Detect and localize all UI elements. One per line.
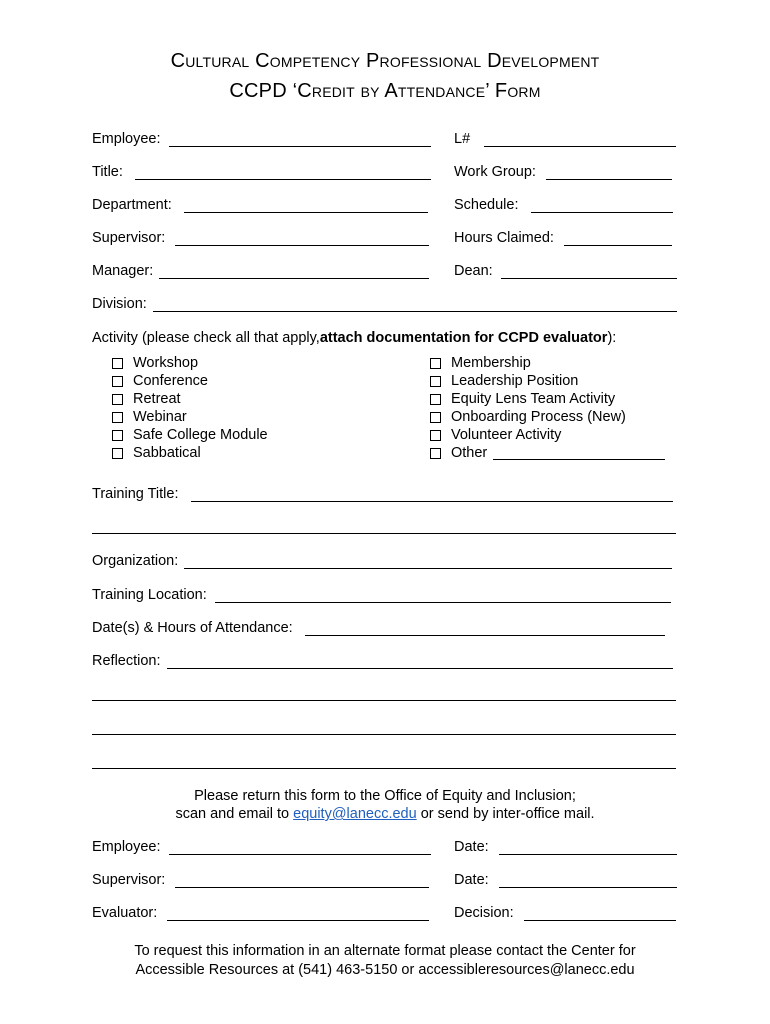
activity-checkbox-workshop[interactable] <box>112 355 198 371</box>
activity-checkbox-leadership[interactable] <box>430 373 578 389</box>
hours-claimed-label: Hours Claimed: <box>454 230 554 246</box>
signoff-employee-label: Employee: <box>92 839 161 855</box>
checkbox-icon[interactable] <box>430 394 441 405</box>
activity-label: Other <box>451 445 488 461</box>
manager-field-row <box>92 262 429 279</box>
checkbox-icon[interactable] <box>112 376 123 387</box>
schedule-field-row <box>454 196 673 213</box>
activity-label: Workshop <box>133 355 199 371</box>
checkbox-icon[interactable] <box>112 412 123 423</box>
activity-label: Equity Lens Team Activity <box>451 391 616 407</box>
training-title-row <box>92 485 673 502</box>
activity-checkbox-conference[interactable] <box>112 373 208 389</box>
activity-label: Onboarding Process (New) <box>451 409 626 425</box>
training-title-continuation-line[interactable] <box>92 533 676 534</box>
signoff-employee-row <box>92 838 431 855</box>
signoff-supervisor-label: Supervisor: <box>92 872 166 888</box>
checkbox-icon[interactable] <box>430 358 441 369</box>
activity-label: Leadership Position <box>451 373 579 389</box>
manager-input[interactable] <box>159 262 429 279</box>
schedule-input[interactable] <box>531 196 673 213</box>
training-location-row <box>92 586 671 603</box>
organization-label: Organization: <box>92 553 179 569</box>
footer-line2: Accessible Resources at (541) 463-5150 or accessibleresources@lanecc.edu <box>135 962 635 978</box>
signoff-evaluator-input[interactable] <box>167 904 429 921</box>
activity-checkbox-retreat[interactable] <box>112 391 181 407</box>
equity-email-link[interactable]: equity@lanecc.edu <box>293 806 417 822</box>
reflection-row <box>92 652 673 669</box>
manager-label: Manager: <box>92 263 154 279</box>
checkbox-icon[interactable] <box>112 394 123 405</box>
supervisor-input[interactable] <box>175 229 429 246</box>
signoff-date1-input[interactable] <box>499 838 677 855</box>
organization-row <box>92 552 672 569</box>
work-group-input[interactable] <box>546 163 672 180</box>
activity-suffix: ): <box>607 330 617 346</box>
division-field-row <box>92 295 677 312</box>
activity-checkbox-webinar[interactable] <box>112 409 187 425</box>
signoff-date1-label: Date: <box>454 839 489 855</box>
work-group-label: Work Group: <box>454 164 536 180</box>
reflection-line-3[interactable] <box>92 734 676 735</box>
signoff-supervisor-input[interactable] <box>175 871 429 888</box>
signoff-evaluator-row <box>92 904 429 921</box>
work-group-field-row <box>454 163 672 180</box>
training-title-input[interactable] <box>191 485 673 502</box>
activity-checkbox-volunteer[interactable] <box>430 427 561 443</box>
activity-label: Retreat <box>133 391 181 407</box>
title-input[interactable] <box>135 163 431 180</box>
schedule-label: Schedule: <box>454 197 519 213</box>
dean-field-row <box>454 262 677 279</box>
division-input[interactable] <box>153 295 677 312</box>
activity-checkbox-other[interactable] <box>430 445 665 461</box>
activity-checkbox-membership[interactable] <box>430 355 531 371</box>
checkbox-icon[interactable] <box>430 430 441 441</box>
organization-input[interactable] <box>184 552 672 569</box>
signoff-decision-row <box>454 904 676 921</box>
dates-hours-row <box>92 619 665 636</box>
dates-hours-input[interactable] <box>305 619 665 636</box>
signoff-date2-input[interactable] <box>499 871 677 888</box>
lnum-input[interactable] <box>484 130 676 147</box>
activity-checkbox-equity-lens[interactable] <box>430 391 615 407</box>
reflection-label: Reflection: <box>92 653 161 669</box>
supervisor-label: Supervisor: <box>92 230 166 246</box>
reflection-line-2[interactable] <box>92 700 676 701</box>
checkbox-icon[interactable] <box>112 358 123 369</box>
footer-line1: To request this information in an alternate format please contact the Center for <box>134 943 636 959</box>
signoff-date1-row <box>454 838 677 855</box>
activity-label: Conference <box>133 373 208 389</box>
activity-checkbox-onboarding[interactable] <box>430 409 626 425</box>
dean-input[interactable] <box>501 262 677 279</box>
employee-field-row <box>92 130 431 147</box>
training-location-label: Training Location: <box>92 587 207 603</box>
other-input[interactable] <box>493 447 665 460</box>
lnum-field-row <box>454 130 676 147</box>
reflection-line-4[interactable] <box>92 768 676 769</box>
dates-hours-label: Date(s) & Hours of Attendance: <box>92 620 293 636</box>
employee-label: Employee: <box>92 131 161 147</box>
activity-label: Membership <box>451 355 531 371</box>
department-input[interactable] <box>184 196 428 213</box>
hours-claimed-field-row <box>454 229 672 246</box>
signoff-evaluator-label: Evaluator: <box>92 905 158 921</box>
signoff-supervisor-row <box>92 871 429 888</box>
form-title-line1: Cultural Competency Professional Development <box>170 50 600 72</box>
signoff-decision-label: Decision: <box>454 905 514 921</box>
hours-claimed-input[interactable] <box>564 229 672 246</box>
lnum-label: L# <box>454 131 471 147</box>
signoff-employee-input[interactable] <box>169 838 431 855</box>
department-label: Department: <box>92 197 172 213</box>
activity-checkbox-sabbatical[interactable] <box>112 445 201 461</box>
return-note-line1: Please return this form to the Office of Equity and Inclusion; <box>194 788 576 804</box>
signoff-date2-label: Date: <box>454 872 489 888</box>
activity-instructions <box>92 330 616 346</box>
return-note-line2 <box>0 804 770 824</box>
activity-label: Webinar <box>133 409 187 425</box>
activity-label: Volunteer Activity <box>451 427 562 443</box>
employee-input[interactable] <box>169 130 431 147</box>
form-title-line2: CCPD ‘Credit by Attendance’ Form <box>229 80 541 102</box>
return-note-prefix: scan and email to <box>175 806 294 822</box>
checkbox-icon[interactable] <box>112 430 123 441</box>
activity-prefix: Activity (please check all that apply, <box>92 330 320 346</box>
title-field-row <box>92 163 431 180</box>
checkbox-icon[interactable] <box>112 448 123 459</box>
activity-checkbox-safe-college[interactable] <box>112 427 268 443</box>
signoff-decision-input[interactable] <box>524 904 676 921</box>
activity-label: Safe College Module <box>133 427 268 443</box>
activity-bold: attach documentation for CCPD evaluator <box>319 330 608 346</box>
supervisor-field-row <box>92 229 429 246</box>
signoff-date2-row <box>454 871 677 888</box>
title-label: Title: <box>92 164 123 180</box>
training-location-input[interactable] <box>215 586 671 603</box>
return-note-suffix: or send by inter-office mail. <box>416 806 595 822</box>
checkbox-icon[interactable] <box>430 412 441 423</box>
reflection-input[interactable] <box>167 652 673 669</box>
dean-label: Dean: <box>454 263 493 279</box>
training-title-label: Training Title: <box>92 486 179 502</box>
checkbox-icon[interactable] <box>430 376 441 387</box>
activity-label: Sabbatical <box>133 445 201 461</box>
checkbox-icon[interactable] <box>430 448 441 459</box>
division-label: Division: <box>92 296 147 312</box>
department-field-row <box>92 196 428 213</box>
